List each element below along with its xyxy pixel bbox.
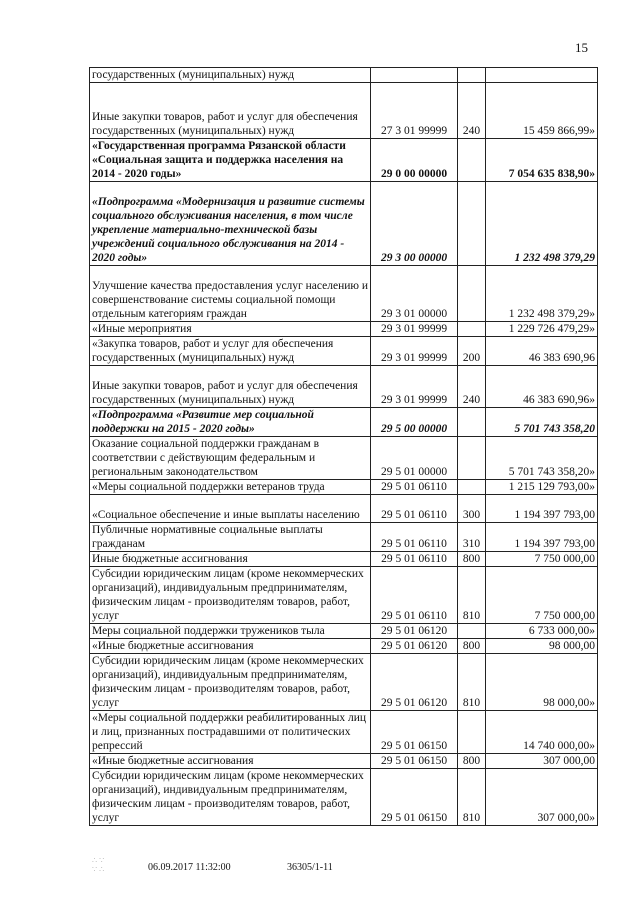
table-row: [90, 654, 598, 711]
row-name-cell: «Подпрограмма «Развитие мер социальной поддержки на 2015 - 2020 годы»: [90, 408, 371, 437]
row-name-cell: «Иные мероприятия: [90, 322, 371, 337]
row-code-cell: 27 3 01 99999: [371, 83, 458, 139]
row-code-cell: 29 5 01 06150: [371, 754, 458, 769]
row-name-cell: Субсидии юридическим лицам (кроме некоммерческих организаций), индивидуальным предпринимателям, физическим лицам - производителям товаров, работ, услуг: [90, 567, 371, 624]
row-vr-cell: 810: [458, 769, 486, 826]
row-sum-cell: 307 000,00»: [486, 769, 598, 826]
table-row: [90, 266, 598, 322]
row-sum-cell: 98 000,00»: [486, 654, 598, 711]
row-name-cell: Улучшение качества предоставления услуг населению и совершенствование системы социальной помощи отдельным категориям граждан: [90, 266, 371, 322]
footer-doc-id: 36305/1-11: [287, 862, 333, 873]
row-name-cell: «Иные бюджетные ассигнования: [90, 754, 371, 769]
row-code-cell: 29 3 01 99999: [371, 366, 458, 408]
row-code-cell: 29 5 01 06150: [371, 769, 458, 826]
row-sum-cell: 1 232 498 379,29: [486, 182, 598, 266]
row-sum-cell: 5 701 743 358,20: [486, 408, 598, 437]
row-vr-cell: 200: [458, 337, 486, 366]
table-row: [90, 68, 598, 83]
row-name-cell: «Меры социальной поддержки ветеранов труда: [90, 480, 371, 495]
row-code-cell: 29 5 01 06110: [371, 523, 458, 552]
row-name-cell: Субсидии юридическим лицам (кроме некоммерческих организаций), индивидуальным предпринимателям, физическим лицам - производителям товаров, работ, услуг: [90, 769, 371, 826]
table-row: [90, 552, 598, 567]
table-row: [90, 523, 598, 552]
table-row: [90, 495, 598, 523]
row-sum-cell: 7 750 000,00: [486, 567, 598, 624]
row-name-cell: «Социальное обеспечение и иные выплаты населению: [90, 495, 371, 523]
row-name-cell: государственных (муниципальных) нужд: [90, 68, 371, 83]
row-name-cell: Субсидии юридическим лицам (кроме некоммерческих организаций), индивидуальным предпринимателям, физическим лицам - производителям товаров, работ, услуг: [90, 654, 371, 711]
row-code-cell: 29 3 01 99999: [371, 337, 458, 366]
table-row: [90, 624, 598, 639]
table-row: [90, 769, 598, 826]
row-vr-cell: [458, 624, 486, 639]
row-vr-cell: 800: [458, 754, 486, 769]
table-row: [90, 83, 598, 139]
row-code-cell: 29 0 00 00000: [371, 139, 458, 182]
row-code-cell: 29 5 01 06120: [371, 654, 458, 711]
row-vr-cell: [458, 437, 486, 480]
row-sum-cell: 5 701 743 358,20»: [486, 437, 598, 480]
row-name-cell: Оказание социальной поддержки гражданам в соответствии с действующим федеральным и региональным законодательством: [90, 437, 371, 480]
row-name-cell: Меры социальной поддержки тружеников тыла: [90, 624, 371, 639]
table-row: [90, 567, 598, 624]
row-code-cell: 29 3 00 00000: [371, 182, 458, 266]
budget-table: [89, 67, 598, 826]
row-vr-cell: 810: [458, 567, 486, 624]
row-vr-cell: 800: [458, 552, 486, 567]
row-vr-cell: 240: [458, 83, 486, 139]
table-row: [90, 322, 598, 337]
row-sum-cell: 46 383 690,96: [486, 337, 598, 366]
table-row: [90, 337, 598, 366]
row-name-cell: Иные бюджетные ассигнования: [90, 552, 371, 567]
table-row: [90, 480, 598, 495]
row-vr-cell: 800: [458, 639, 486, 654]
row-sum-cell: 14 740 000,00»: [486, 711, 598, 754]
row-code-cell: 29 5 01 06110: [371, 495, 458, 523]
row-vr-cell: [458, 408, 486, 437]
row-vr-cell: 310: [458, 523, 486, 552]
row-vr-cell: [458, 182, 486, 266]
table-row: [90, 639, 598, 654]
row-vr-cell: [458, 711, 486, 754]
row-sum-cell: 1 229 726 479,29»: [486, 322, 598, 337]
budget-table-body: [90, 68, 598, 826]
row-name-cell: Иные закупки товаров, работ и услуг для обеспечения государственных (муниципальных) нужд: [90, 83, 371, 139]
row-code-cell: 29 5 01 00000: [371, 437, 458, 480]
table-row: [90, 754, 598, 769]
row-code-cell: [371, 68, 458, 83]
table-row: [90, 139, 598, 182]
row-sum-cell: 15 459 866,99»: [486, 83, 598, 139]
row-code-cell: 29 5 01 06120: [371, 624, 458, 639]
row-sum-cell: 1 194 397 793,00: [486, 523, 598, 552]
row-sum-cell: 7 054 635 838,90»: [486, 139, 598, 182]
row-sum-cell: 7 750 000,00: [486, 552, 598, 567]
row-code-cell: 29 3 01 99999: [371, 322, 458, 337]
row-sum-cell: 46 383 690,96»: [486, 366, 598, 408]
row-sum-cell: 1 215 129 793,00»: [486, 480, 598, 495]
row-vr-cell: [458, 139, 486, 182]
row-name-cell: Иные закупки товаров, работ и услуг для обеспечения государственных (муниципальных) нужд: [90, 366, 371, 408]
row-code-cell: 29 5 01 06110: [371, 567, 458, 624]
footer-datetime: 06.09.2017 11:32:00: [148, 862, 231, 873]
row-vr-cell: [458, 266, 486, 322]
row-vr-cell: 300: [458, 495, 486, 523]
row-sum-cell: 6 733 000,00»: [486, 624, 598, 639]
table-row: [90, 408, 598, 437]
row-vr-cell: 240: [458, 366, 486, 408]
row-sum-cell: [486, 68, 598, 83]
row-name-cell: «Иные бюджетные ассигнования: [90, 639, 371, 654]
row-name-cell: «Закупка товаров, работ и услуг для обеспечения государственных (муниципальных) нужд: [90, 337, 371, 366]
row-sum-cell: 1 194 397 793,00: [486, 495, 598, 523]
row-sum-cell: 98 000,00: [486, 639, 598, 654]
scan-mark-icon: ∴ ∵ ∵ ∴: [92, 856, 105, 874]
row-code-cell: 29 5 01 06120: [371, 639, 458, 654]
row-vr-cell: [458, 480, 486, 495]
table-row: [90, 182, 598, 266]
page-number: 15: [575, 40, 588, 55]
row-sum-cell: 1 232 498 379,29»: [486, 266, 598, 322]
row-name-cell: Публичные нормативные социальные выплаты гражданам: [90, 523, 371, 552]
row-code-cell: 29 5 01 06110: [371, 552, 458, 567]
row-sum-cell: 307 000,00: [486, 754, 598, 769]
row-vr-cell: [458, 322, 486, 337]
row-code-cell: 29 5 00 00000: [371, 408, 458, 437]
table-row: [90, 366, 598, 408]
row-vr-cell: 810: [458, 654, 486, 711]
table-row: [90, 711, 598, 754]
row-code-cell: 29 3 01 00000: [371, 266, 458, 322]
row-vr-cell: [458, 68, 486, 83]
row-name-cell: «Государственная программа Рязанской области «Социальная защита и поддержка населения на 2014 - 2020 годы»: [90, 139, 371, 182]
row-name-cell: «Меры социальной поддержки реабилитированных лиц и лиц, признанных пострадавшими от политических репрессий: [90, 711, 371, 754]
row-code-cell: 29 5 01 06110: [371, 480, 458, 495]
row-name-cell: «Подпрограмма «Модернизация и развитие системы социального обслуживания населения, в том числе укрепление материально-технической базы учреждений социального обслуживания на 2014 - 2020 годы»: [90, 182, 371, 266]
row-code-cell: 29 5 01 06150: [371, 711, 458, 754]
table-row: [90, 437, 598, 480]
